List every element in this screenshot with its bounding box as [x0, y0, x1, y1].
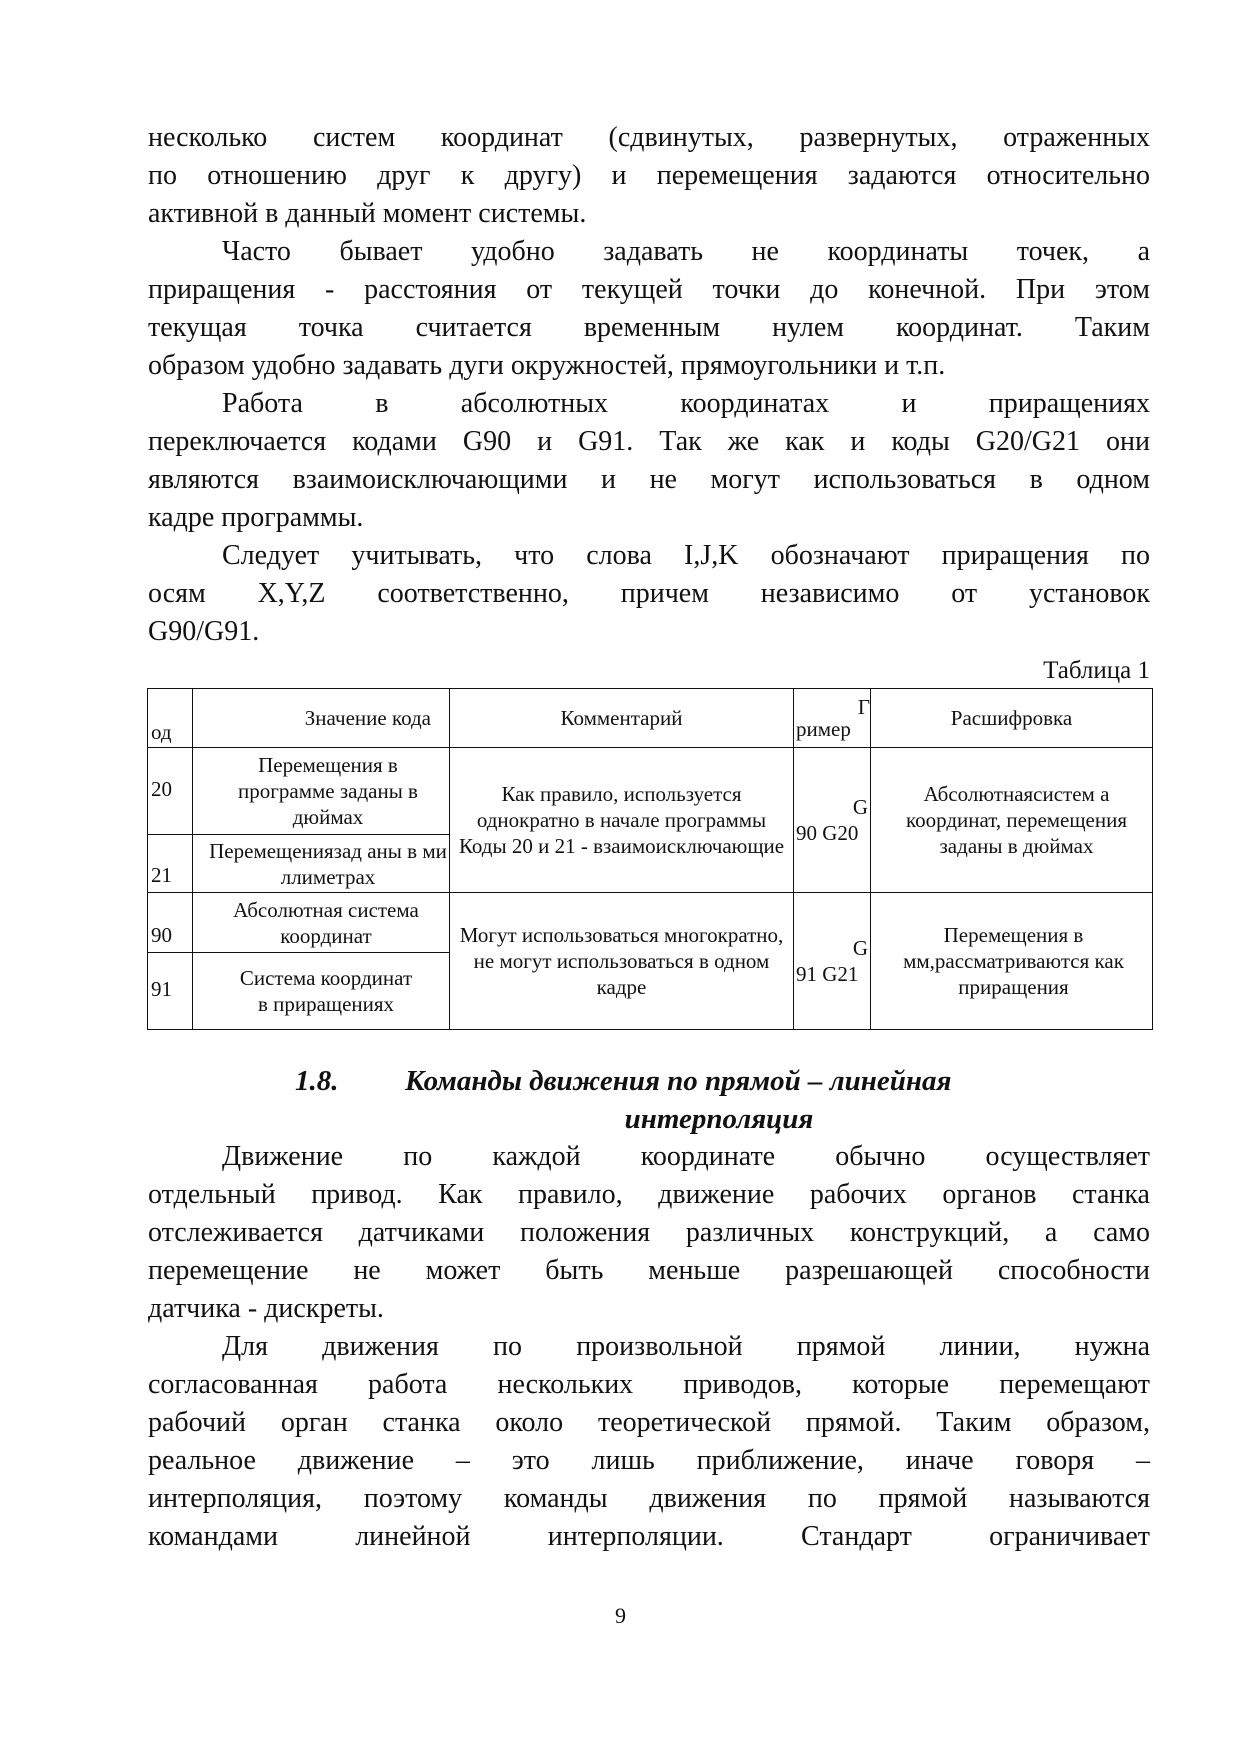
section-title-line1: Команды движения по прямой – линейная — [405, 1065, 952, 1097]
cell-meaning: Абсолютная система координат — [193, 893, 450, 953]
text-line: кадре программы. — [148, 502, 364, 533]
text-line: интерполяция, поэтому команды движения по прямой называются — [148, 1483, 1150, 1514]
text-line: Для движения по произвольной прямой линии, нужна — [222, 1331, 1150, 1362]
text-line: рабочий орган станка около теоретической прямой. Таким образом, — [148, 1407, 1150, 1438]
section-title-line2: интерполяция — [624, 1103, 814, 1135]
text-line: G90/G91. — [148, 616, 260, 647]
cell-example — [794, 893, 871, 1030]
cell-example-value: 90 G20 — [796, 821, 859, 845]
header-example-top: Г — [857, 695, 870, 719]
cell-meaning: Перемещения в программе заданы в дюймах — [193, 748, 450, 835]
page-number: 9 — [615, 1603, 626, 1628]
cell-example-top: G — [852, 936, 868, 960]
table-caption: Таблица 1 — [1043, 657, 1150, 684]
header-decoding: Расшифровка — [871, 689, 1153, 748]
text-line: Часто бывает удобно задавать не координаты точек, а — [222, 236, 1150, 267]
table-row — [148, 748, 1153, 835]
text-line: образом удобно задавать дуги окружностей, прямоугольники и т.п. — [148, 350, 946, 381]
text-line: датчика - дискреты. — [148, 1293, 384, 1324]
cell-example — [794, 748, 871, 893]
text-line: переключается кодами G90 и G91. Так же как и коды G20/G21 они — [148, 426, 1150, 457]
cell-comment: Как правило, используется однократно в начале программы Коды 20 и 21 - взаимоисключающие — [450, 748, 794, 893]
table-row — [148, 893, 1153, 953]
cell-comment: Могут использоваться многократно, не могут использоваться в одном кадре — [450, 893, 794, 1030]
text-line: по отношению друг к другу) и перемещения задаются относительно — [148, 160, 1150, 191]
text-line: отдельный привод. Как правило, движение рабочих органов станка — [148, 1179, 1150, 1210]
cell-code: 90 — [148, 893, 193, 953]
cell-example-value: 91 G21 — [796, 962, 859, 986]
cell-code: 91 — [148, 953, 193, 1030]
header-comment: Комментарий — [450, 689, 794, 748]
text-line: Движение по каждой координате обычно осуществляет — [222, 1141, 1150, 1172]
cell-example-top: G — [852, 795, 868, 819]
header-example — [794, 689, 871, 748]
text-line: реальное движение – это лишь приближение, иначе говоря – — [148, 1445, 1150, 1476]
text-line: отслеживается датчиками положения различных конструкций, а само — [148, 1217, 1150, 1248]
cell-decoding: Перемещения в мм,рассматриваются как приращения — [871, 893, 1153, 1030]
cell-meaning: Система координат в приращениях — [193, 953, 450, 1030]
text-line: Следует учитывать, что слова I,J,K обозначают приращения по — [222, 540, 1150, 571]
header-meaning: Значение кода — [193, 689, 450, 748]
text-line: несколько систем координат (сдвинутых, развернутых, отраженных — [148, 122, 1150, 153]
section-number: 1.8. — [295, 1065, 339, 1097]
text-line: осям X,Y,Z соответственно, причем независимо от установок — [148, 578, 1150, 609]
text-line: приращения - расстояния от текущей точки до конечной. При этом — [148, 274, 1150, 305]
header-code: од — [148, 689, 193, 748]
text-line: согласованная работа нескольких приводов, которые перемещают — [148, 1369, 1150, 1400]
g-codes-table — [147, 688, 1153, 1030]
cell-code: 20 — [148, 748, 193, 835]
cell-code: 21 — [148, 835, 193, 893]
text-line: являются взаимоисключающими и не могут использоваться в одном — [148, 464, 1150, 495]
cell-meaning: Перемещениязад аны в миллиметрах — [193, 835, 450, 893]
text-line: текущая точка считается временным нулем координат. Таким — [148, 312, 1150, 343]
text-line: активной в данный момент системы. — [148, 198, 587, 229]
cell-decoding: Абсолютнаясистем а координат, перемещения заданы в дюймах — [871, 748, 1153, 893]
header-example-bottom: ример — [796, 717, 851, 741]
table-header-row — [148, 689, 1153, 748]
text-line: перемещение не может быть меньше разрешающей способности — [148, 1255, 1150, 1286]
text-line: Работа в абсолютных координатах и приращениях — [222, 388, 1150, 419]
text-line: командами линейной интерполяции. Стандарт ограничивает — [148, 1521, 1150, 1552]
